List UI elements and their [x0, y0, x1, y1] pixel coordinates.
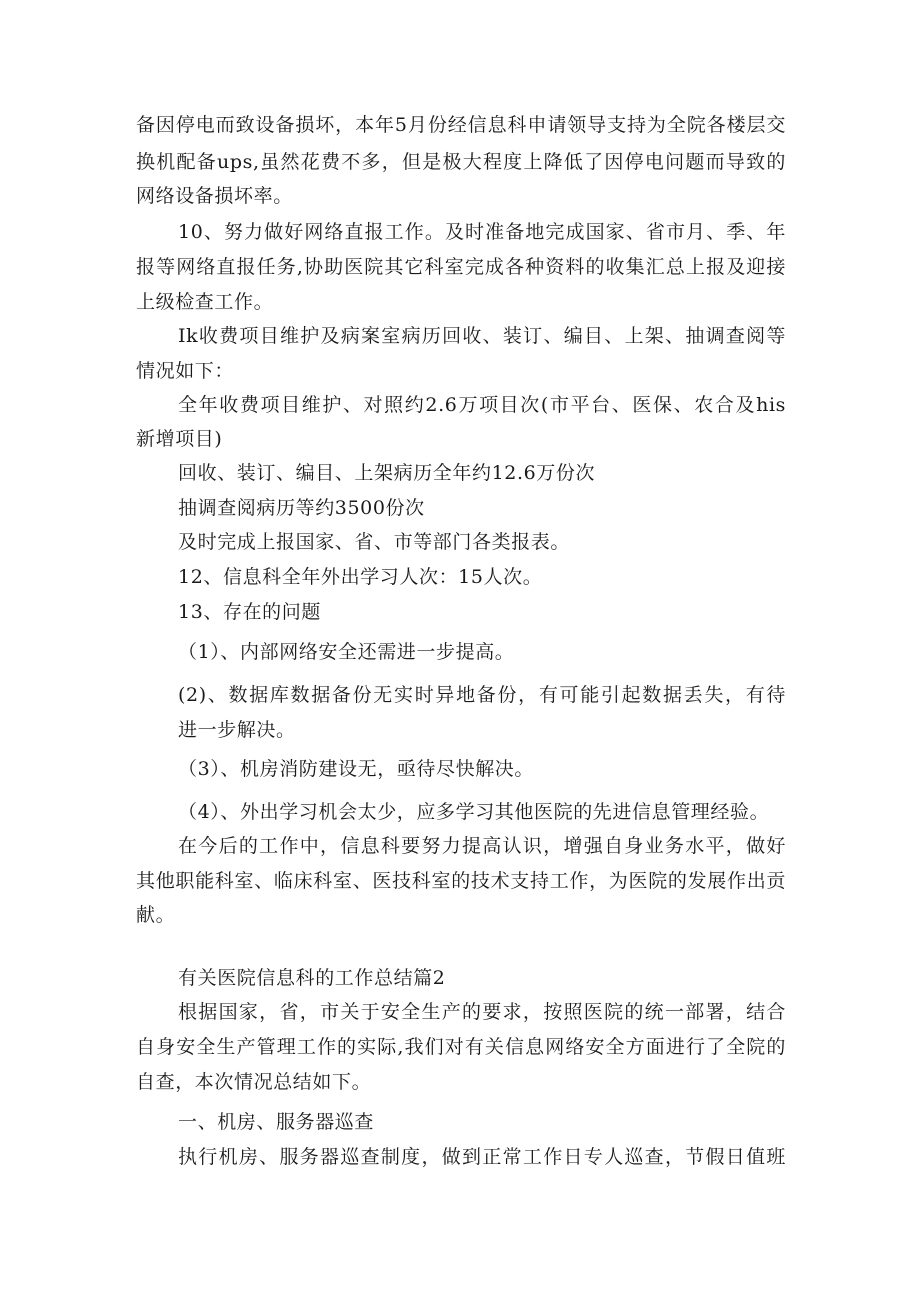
list-item: （3）、机房消防建设无，亟待尽快解决。 — [178, 758, 534, 780]
paragraph-line: 自身安全生产管理工作的实际,我们对有关信息网络安全方面进行了全院的 — [136, 1036, 786, 1058]
paragraph-line: 自查，本次情况总结如下。 — [136, 1071, 372, 1093]
paragraph-line: 换机配备ups,虽然花费不多，但是极大程度上降低了因停电问题而导致的 — [136, 151, 786, 173]
section-heading: 13、存在的问题 — [178, 601, 321, 623]
paragraph-line: 情况如下： — [136, 360, 235, 382]
section-heading: 一、机房、服务器巡查 — [178, 1111, 375, 1133]
paragraph-line: 12、信息科全年外出学习人次：15人次。 — [178, 566, 543, 588]
paragraph-line: 全年收费项目维护、对照约2.6万项目次(市平台、医保、农合及his — [178, 394, 786, 416]
list-item: （1）、内部网络安全还需进一步提高。 — [178, 641, 515, 663]
list-item: （4）、外出学习机会太少，应多学习其他医院的先进信息管理经验。 — [178, 801, 770, 823]
paragraph-line: 报等网络直报任务,协助医院其它科室完成各种资料的收集汇总上报及迎接 — [136, 256, 786, 278]
section-title: 有关医院信息科的工作总结篇2 — [178, 967, 446, 989]
paragraph-line: 其他职能科室、临床科室、医技科室的技术支持工作，为医院的发展作出贡 — [136, 870, 786, 892]
paragraph-line: 抽调查阅病历等约3500份次 — [178, 497, 425, 519]
list-item: (2)、数据库数据备份无实时异地备份，有可能引起数据丢失，有待 — [178, 684, 786, 706]
list-item: 进一步解决。 — [178, 719, 296, 741]
paragraph-line: 在今后的工作中，信息科要努力提高认识，增强自身业务水平，做好 — [178, 835, 786, 857]
paragraph-line: 回收、装订、编目、上架病历全年约12.6万份次 — [178, 462, 596, 484]
paragraph-line: 献。 — [136, 904, 176, 926]
paragraph-line: Ik收费项目维护及病案室病历回收、装订、编目、上架、抽调查阅等 — [178, 325, 786, 347]
paragraph-line: 新增项目) — [136, 428, 223, 450]
paragraph-line: 网络设备损坏率。 — [136, 185, 293, 207]
paragraph-line: 备因停电而致设备损坏，本年5月份经信息科申请领导支持为全院各楼层交 — [136, 114, 786, 136]
paragraph-line: 执行机房、服务器巡查制度，做到正常工作日专人巡查，节假日值班 — [178, 1146, 786, 1168]
paragraph-line: 及时完成上报国家、省、市等部门各类报表。 — [178, 531, 571, 553]
paragraph-line: 根据国家，省，市关于安全生产的要求，按照医院的统一部署，结合 — [178, 1001, 786, 1023]
paragraph-line: 10、努力做好网络直报工作。及时准备地完成国家、省市月、季、年 — [178, 221, 786, 243]
paragraph-line: 上级检查工作。 — [136, 291, 274, 313]
